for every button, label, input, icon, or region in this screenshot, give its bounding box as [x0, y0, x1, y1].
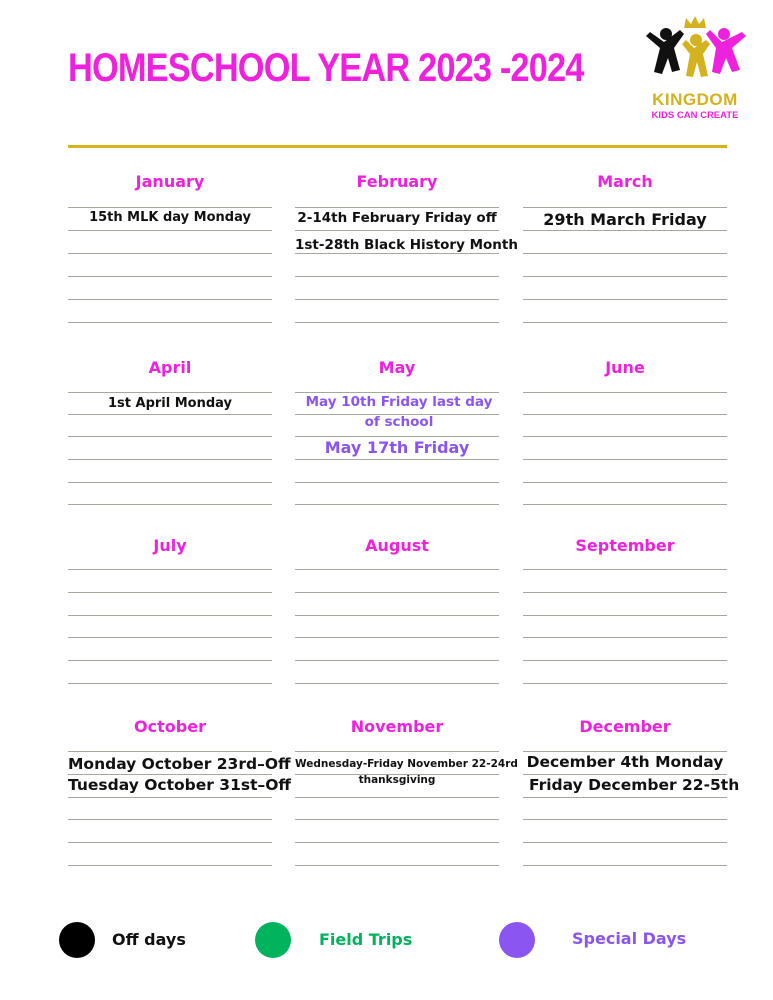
kids-crown-logo-icon [640, 14, 750, 90]
legend-label: Special Days [572, 929, 687, 948]
month-name: March [597, 172, 653, 191]
month-name: July [153, 536, 187, 555]
calendar-entry: 15th MLK day Monday [89, 210, 251, 225]
month-name: April [148, 358, 192, 377]
month-name: May [378, 358, 416, 377]
legend-label: Off days [112, 930, 186, 949]
calendar-entry: 1st April Monday [107, 396, 232, 411]
logo [640, 14, 750, 124]
logo-name: KINGDOM [652, 90, 738, 109]
logo-tagline: KIDS CAN CREATE [651, 110, 739, 121]
header-divider [68, 145, 727, 148]
page-title: HOMESCHOOL YEAR 2023 -2024 [68, 46, 584, 90]
calendar-entry: Wednesday-Friday November 22-24rd [295, 758, 518, 770]
calendar-entry: Tuesday October 31st–Off [68, 776, 291, 794]
calendar-entry: 1st-28th Black History Month [295, 237, 518, 253]
field-trips-dot [255, 922, 291, 958]
calendar-entry: 2-14th February Friday off [297, 210, 497, 226]
month-name: December [579, 717, 671, 736]
month-name: October [134, 717, 206, 736]
calendar-entry: Friday December 22-5th [529, 776, 740, 794]
calendar-entry: thanksgiving [358, 774, 436, 786]
special-day-entry: May 10th Friday last day of school [305, 394, 493, 430]
special-days-dot [499, 922, 535, 958]
special-day-entry: May 17th Friday [324, 438, 470, 457]
off-days-dot [59, 922, 95, 958]
month-name: November [350, 717, 444, 736]
calendar-entry: 29th March Friday [543, 210, 707, 229]
month-name: August [365, 536, 429, 555]
month-name: September [575, 536, 675, 555]
calendar-entry: Monday October 23rd–Off [68, 755, 291, 773]
month-name: June [605, 358, 645, 377]
legend-label: Field Trips [319, 930, 413, 949]
month-name: February [356, 172, 438, 191]
month-name: January [135, 172, 205, 191]
calendar-entry: December 4th Monday [526, 753, 724, 771]
